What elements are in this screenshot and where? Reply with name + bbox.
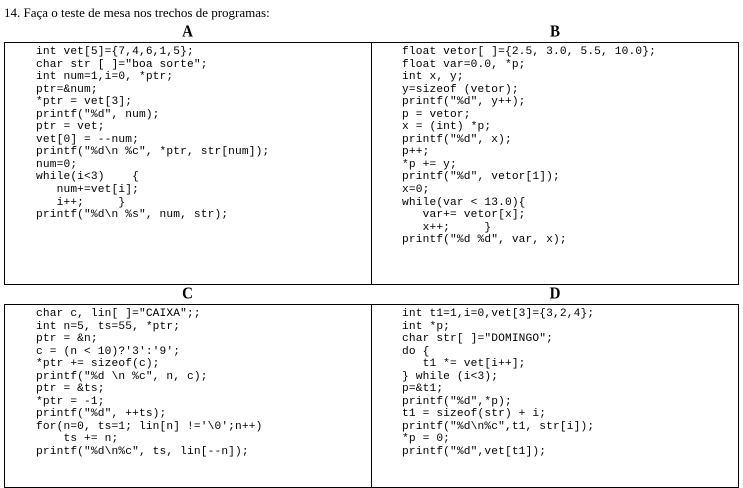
code-block-b [371, 42, 739, 285]
code-d: int t1=1,i=0,vet[3]={3,2,4}; int *p; char str[ ]="DOMINGO"; do { t1 *= vet[i++]; } while (i<3); p=&t1; printf("%d",*p); t1 = sizeof(str) + i; printf("%d\n%c",t1, str[i]); *p = 0; printf("%d",vet[t1]); [402, 308, 595, 459]
code-b: float vetor[ ]={2.5, 3.0, 5.5, 10.0}; float var=0.0, *p; int x, y; y=sizeof (vetor); printf("%d", y++); p = vetor; x = (int) *p; printf("%d", x); p++; *p += y; printf("%d", vetor[1]); x=0; while(var < 13.0){ var+= vetor[x]; x++; } printf("%d %d", var, x); [402, 46, 656, 247]
code-a: int vet[5]={7,4,6,1,5}; char str [ ]="boa sorte"; int num=1,i=0, *ptr; ptr=&num; *ptr = vet[3]; printf("%d", num); ptr = vet; vet[0] = --num; printf("%d\n %c", *ptr, str[num]); num=0; while(i<3) { num+=vet[i]; i++; } printf("%d\n %s", num, str); [36, 46, 270, 222]
code-c: char c, lin[ ]="CAIXA";; int n=5, ts=55, *ptr; ptr = &n; c = (n < 10)?'3':'9'; *ptr += sizeof(c); printf("%d \n %c", n, c); ptr = &ts; *ptr = -1; printf("%d", ++ts); for(n=0, ts=1; lin[n] !='\0';n++) ts += n; printf("%d\n%c", ts, lin[--n]); [36, 308, 263, 459]
section-d-label: D [549, 284, 561, 304]
section-c-label: C [182, 284, 193, 304]
question-text: 14. Faça o teste de mesa nos trechos de programas: [4, 5, 270, 20]
section-a-label: A [182, 22, 193, 42]
code-block-d [371, 304, 739, 488]
code-block-a [4, 42, 372, 285]
code-block-c [4, 304, 372, 488]
section-b-label: B [549, 22, 560, 42]
